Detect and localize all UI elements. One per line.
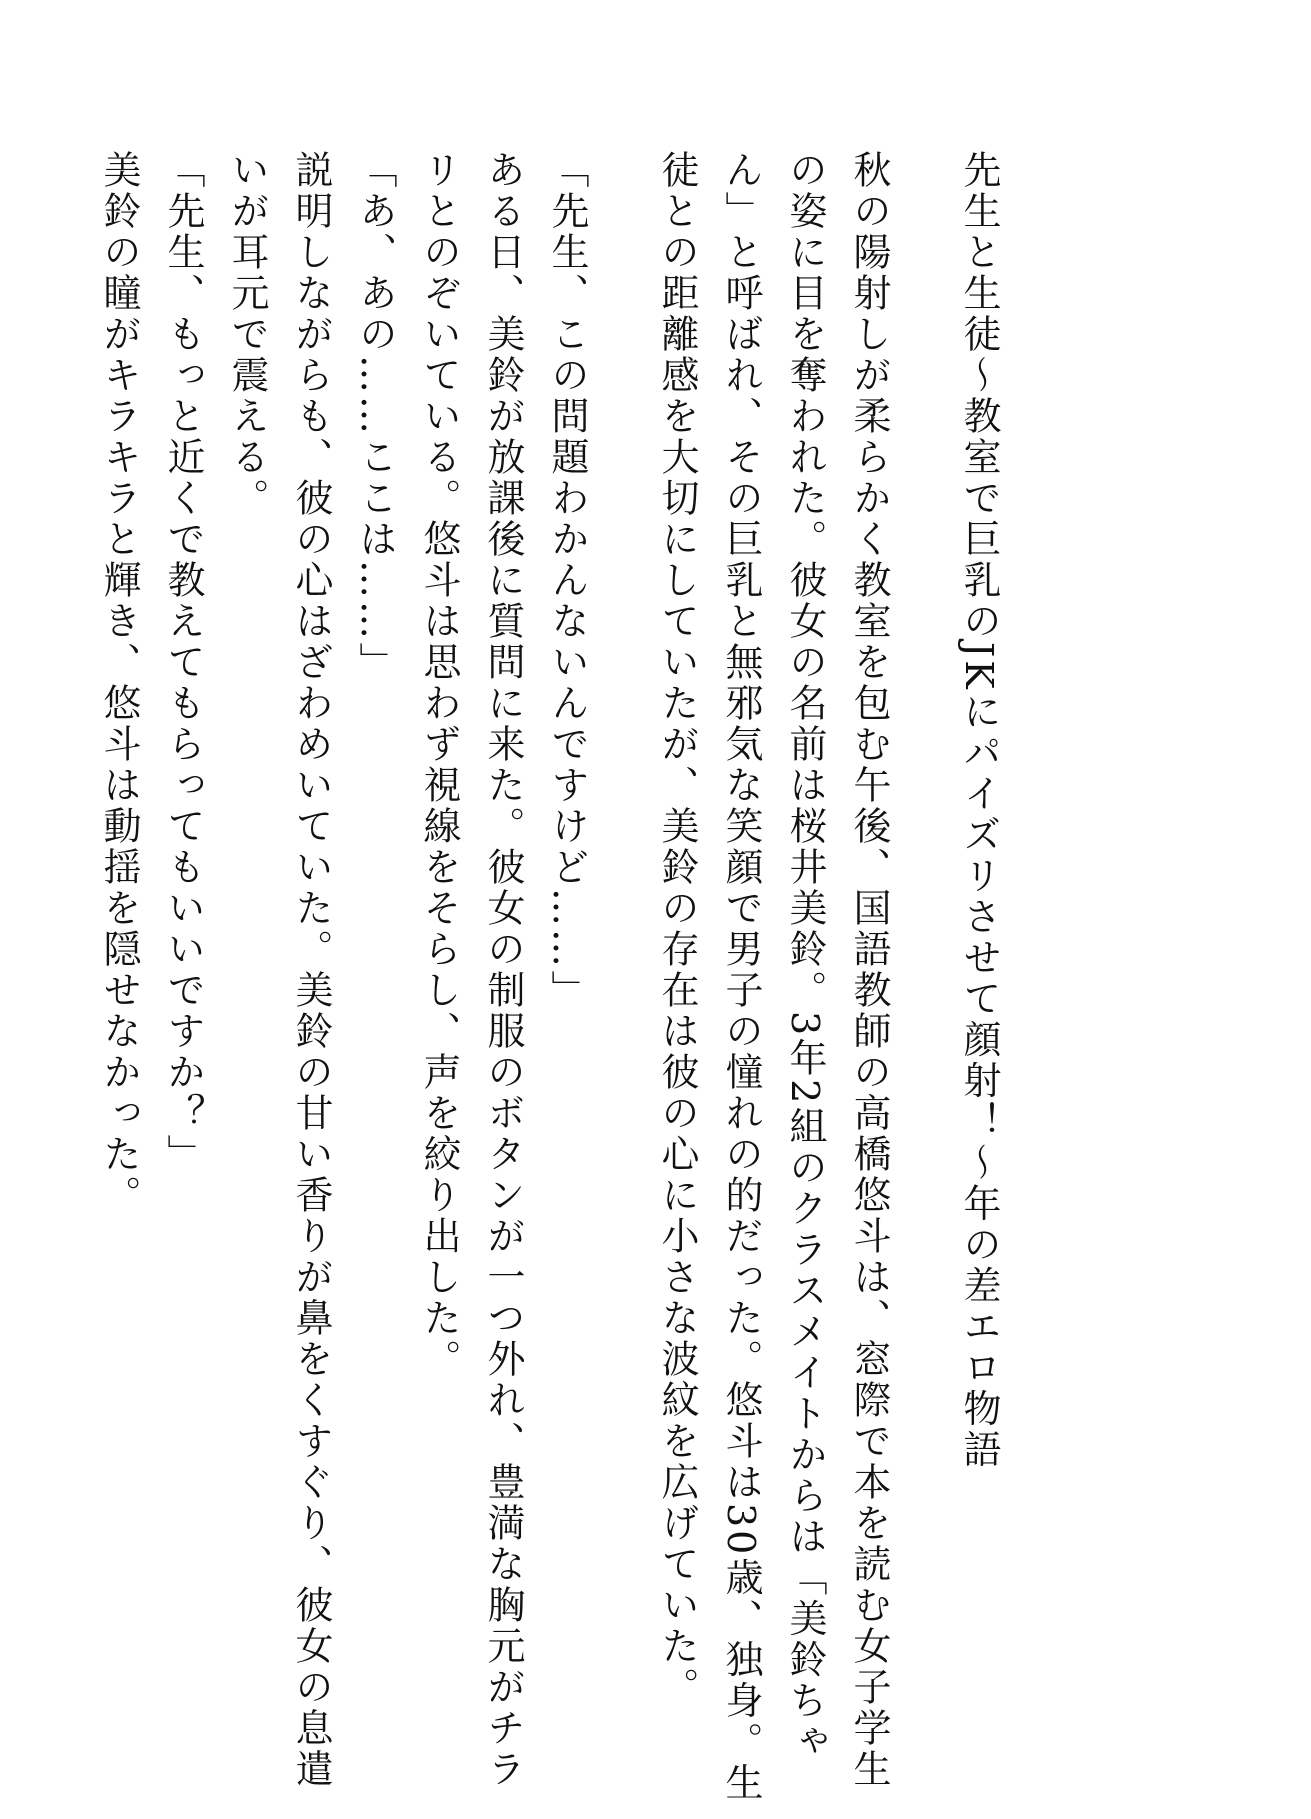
body-line: 美鈴の瞳がキラキラと輝き、悠斗は動揺を隠せなかった。 [97,150,141,1216]
dialogue-line: 「先生、この問題わかんないんですけど……」 [545,150,589,1011]
dialogue-line: 「あ、あの……ここは……」 [353,150,397,683]
dialogue-line: 「先生、もっと近くで教えてもらってもいいですか？」 [161,150,205,1175]
body-line: 説明しながらも、彼の心はざわめいていた。美鈴の甘い香りが鼻をくすぐり、彼女の息遣 [289,150,333,1790]
vertical-text-body [87,150,1011,1804]
body-line: 秋の陽射しが柔らかく教室を包む午後、国語教師の高橋悠斗は、窓際で本を読む女子学生 [847,150,891,1790]
body-line: ある日、美鈴が放課後に質問に来た。彼女の制服のボタンが一つ外れ、豊満な胸元がチラ [481,150,525,1790]
body-line: いが耳元で震える。 [225,150,269,519]
document-title: 先生と生徒～教室で巨乳のJKにパイズリさせて顔射！～年の差エロ物語 [957,150,1001,1471]
body-line: の姿に目を奪われた。彼女の名前は桜井美鈴。3年2組のクラスメイトからは「美鈴ちゃ [783,150,827,1763]
body-line: ん」と呼ばれ、その巨乳と無邪気な笑顔で男子の憧れの的だった。悠斗は30歳、独身。生 [719,150,763,1804]
body-line: 徒との距離感を大切にしていたが、美鈴の存在は彼の心に小さな波紋を広げていた。 [655,150,699,1708]
body-line: リとのぞいている。悠斗は思わず視線をそらし、声を絞り出した。 [417,150,461,1380]
